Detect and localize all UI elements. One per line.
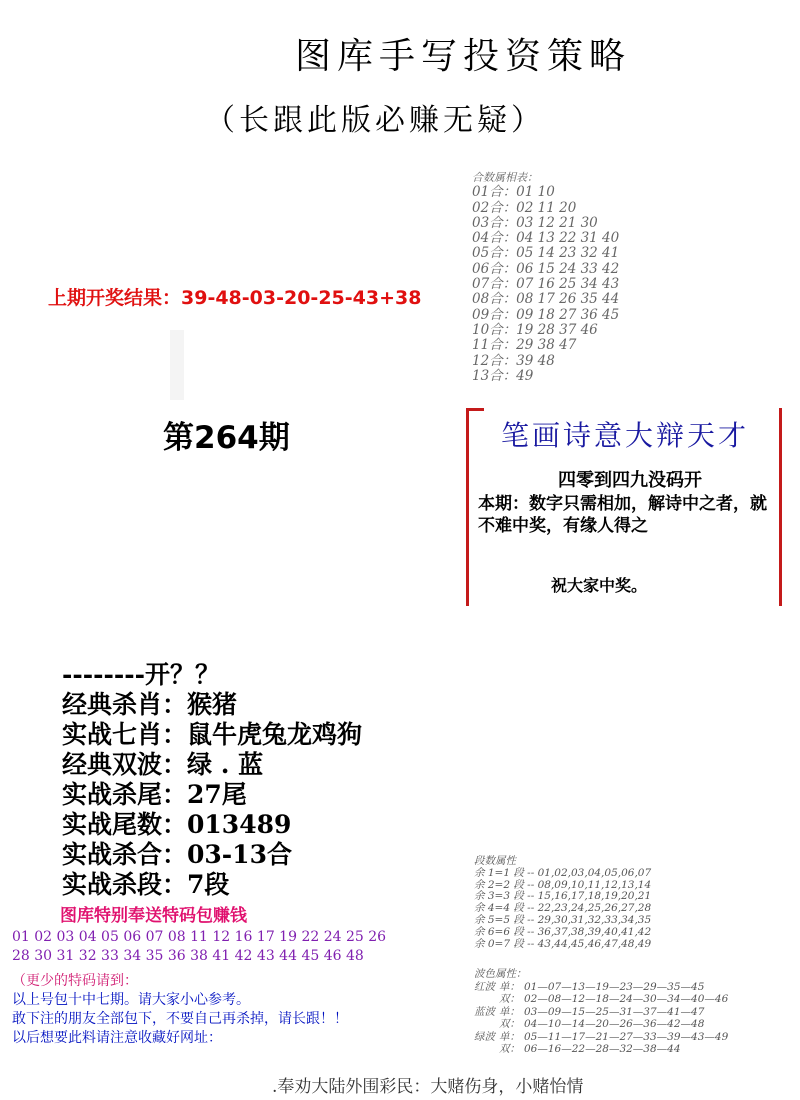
last-result-label: 上期开奖结果：: [48, 287, 182, 309]
wave-row: [474, 1018, 732, 1031]
he-row: 09合：09 18 27 36 45: [472, 306, 620, 323]
note-line: 敢下注的朋友全部包下，不要自己再杀掉，请长跟！！: [12, 1011, 348, 1027]
faint-mark: [170, 330, 184, 400]
duan-row: 余 4=4 段 -- 22,23,24,25,26,27,28: [474, 902, 652, 915]
wave-row: [474, 1043, 732, 1056]
wave-parity: 双：: [499, 993, 520, 1005]
pick-row: [62, 780, 362, 810]
he-row: 08合：08 17 26 35 44: [472, 291, 620, 308]
pick-label: 实战杀段：: [62, 870, 188, 899]
pick-value: 013489: [187, 810, 292, 839]
he-row: 07合：07 16 25 34 43: [472, 276, 620, 293]
he-row: 04合：04 13 22 31 40: [472, 230, 620, 247]
he-row: 12合：39 48: [472, 352, 555, 369]
poem-title: 笔画诗意大辩天才: [501, 419, 750, 452]
page-subtitle: （长跟此版必赚无疑）: [205, 103, 545, 138]
he-table-title: 合数属相表：: [472, 171, 538, 184]
pick-value: 7段: [187, 870, 230, 899]
wave-color: 绿波: [474, 1030, 495, 1043]
wave-row: [474, 1031, 732, 1044]
pick-value: 绿 . 蓝: [187, 750, 264, 779]
poem-line-2: 本期：数字只需相加，解诗中之者，就不难中奖，有缘人得之: [478, 494, 767, 536]
he-row: 01合：01 10: [472, 184, 555, 201]
wave-color: [474, 1018, 499, 1031]
he-row: 10合：19 28 37 46: [472, 321, 598, 338]
last-result: [48, 283, 421, 310]
note-line: 以后想要此料请注意收藏好网址：: [12, 1030, 222, 1046]
wave-nums: 02—08—12—18—24—30—34—40—46: [524, 993, 729, 1005]
he-row: 06合：06 15 24 33 42: [472, 260, 620, 277]
notes: [12, 972, 348, 1048]
wave-parity: 单：: [499, 1005, 520, 1018]
wave-color: [474, 1043, 499, 1056]
he-row: 03合：03 12 21 30: [472, 214, 598, 231]
wave-grid: [474, 981, 732, 1056]
picks-panel: [62, 660, 362, 900]
wave-row: [474, 993, 732, 1006]
poem-line-3: 祝大家中奖。: [551, 576, 648, 595]
pick-value: 27尾: [187, 780, 247, 809]
gift-numbers-line: 01 02 03 04 05 06 07 08 11 12 16 17 19 22 24 25 26: [12, 929, 387, 945]
wave-parity: 单：: [499, 980, 520, 993]
issue-number: 第264期: [163, 420, 290, 456]
wave-table-title: 波色属性：: [474, 968, 527, 980]
wave-color: 蓝波: [474, 1005, 495, 1018]
duan-row: 余 0=7 段 -- 43,44,45,46,47,48,49: [474, 937, 652, 950]
pick-label: 经典双波：: [62, 750, 188, 779]
poem-box: [466, 408, 786, 606]
page-title: 图库手写投资策略: [295, 36, 632, 77]
poem-line-1: 四零到四九没码开: [558, 470, 702, 491]
wave-nums: 01—07—13—19—23—29—35—45: [524, 980, 705, 993]
pick-value: 鼠牛虎兔龙鸡狗: [187, 720, 363, 749]
wave-row: [474, 981, 732, 994]
pick-row: [62, 840, 362, 870]
duan-row: 余 3=3 段 -- 15,16,17,18,19,20,21: [474, 890, 652, 903]
gift-numbers: [12, 928, 452, 966]
poem-border-top: [466, 408, 484, 411]
wave-nums: 06—16—22—28—32—38—44: [524, 1043, 681, 1055]
he-row: 02合：02 11 20: [472, 199, 577, 216]
footer-note: .奉劝大陆外围彩民：大赌伤身，小赌怡情: [272, 1077, 584, 1097]
duan-row: 余 5=5 段 -- 29,30,31,32,33,34,35: [474, 913, 652, 926]
he-table: [472, 170, 619, 384]
pick-label: 实战杀合：: [62, 840, 188, 869]
wave-parity: 单：: [499, 1030, 520, 1043]
pick-label: 实战七肖：: [62, 720, 188, 749]
wave-parity: 双：: [499, 1018, 520, 1030]
pick-row: [62, 720, 362, 750]
wave-row: [474, 1006, 732, 1019]
wave-color: [474, 993, 499, 1006]
pick-row: [62, 690, 362, 720]
last-result-numbers: 39-48-03-20-25-43+38: [181, 287, 422, 309]
he-row: 13合：49: [472, 367, 534, 384]
he-row: 05合：05 14 23 32 41: [472, 245, 620, 262]
poem-border-right: [779, 408, 782, 606]
note-line: （更少的特码请到：: [12, 973, 138, 989]
duan-row: 余 1=1 段 -- 01,02,03,04,05,06,07: [474, 866, 652, 879]
wave-color: 红波: [474, 980, 495, 993]
wave-nums: 04—10—14—20—26—36—42—48: [524, 1018, 705, 1030]
duan-table-title: 段数属性: [474, 855, 516, 867]
note-line: 以上号包十中七期。请大家小心参考。: [12, 992, 250, 1008]
wave-parity: 双：: [499, 1043, 520, 1055]
duan-row: 余 6=6 段 -- 36,37,38,39,40,41,42: [474, 925, 652, 938]
wave-table: [474, 968, 732, 1056]
wave-nums: 05—11—17—21—27—33—39—43—49: [524, 1030, 729, 1043]
pick-label: 经典杀肖：: [62, 690, 188, 719]
duan-row: 余 2=2 段 -- 08,09,10,11,12,13,14: [474, 878, 652, 891]
poem-border-left: [466, 408, 469, 606]
duan-table: [474, 856, 651, 950]
pick-value: 03-13合: [187, 840, 292, 869]
he-row: 11合：29 38 47: [472, 337, 577, 354]
pick-row: [62, 750, 362, 780]
wave-nums: 03—09—15—25—31—37—41—47: [524, 1005, 705, 1018]
picks-open: --------开？？: [62, 660, 221, 689]
gift-numbers-line: 28 30 31 32 33 34 35 36 38 41 42 43 44 45 46 48: [12, 948, 364, 964]
pick-value: 猴猪: [187, 690, 238, 719]
pick-label: 实战尾数：: [62, 810, 188, 839]
pick-row: [62, 870, 362, 900]
pick-label: 实战杀尾：: [62, 780, 188, 809]
gift-title: 图库特别奉送特码包赚钱: [60, 906, 247, 926]
pick-row: [62, 810, 362, 840]
